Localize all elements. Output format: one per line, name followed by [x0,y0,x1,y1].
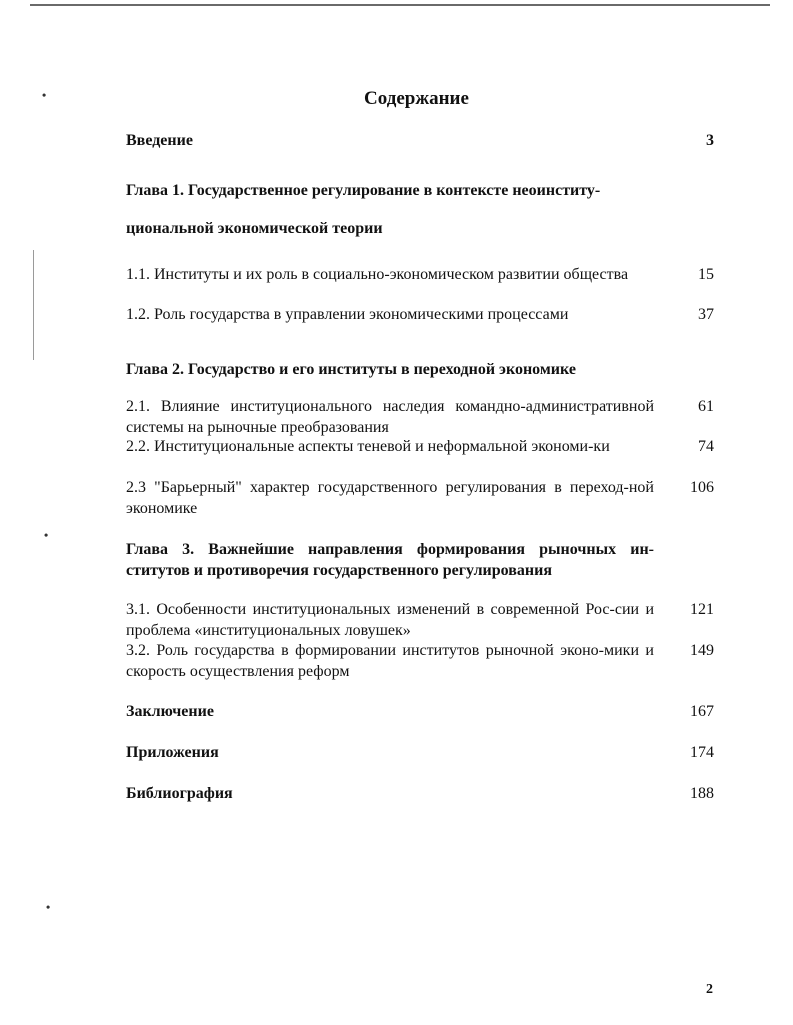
toc-entry-label: Заключение [126,703,214,720]
toc-entry-2-3[interactable] [126,477,714,519]
chapter-3-heading[interactable] [126,539,714,581]
chapter-2-heading[interactable] [126,359,714,380]
chapter-title: Глава 2. Государство и его институты в переходной экономике [126,361,576,378]
toc-entry-label: 2.1. Влияние институционального наследия командно-административной системы на рыночные преобразования [126,398,654,436]
scan-top-border [30,4,770,6]
scan-left-border [33,250,34,360]
toc-entry-label: 3.2. Роль государства в формировании институтов рыночной эконо-мики и скорость осуществления реформ [126,642,654,680]
toc-entry-1-1[interactable] [126,264,714,285]
toc-entry-page: 3 [706,132,714,149]
toc-entry-1-2[interactable] [126,304,714,325]
toc-entry-page: 174 [690,744,714,761]
toc-entry-2-2[interactable] [126,436,714,457]
chapter-title: Глава 1. Государственное регулирование в контексте неоинститу-циональной экономической теории [126,182,601,237]
toc-entry-page: 37 [698,306,714,323]
page-number: 2 [706,982,713,997]
punch-hole-icon: • [44,528,49,542]
toc-entry-page: 61 [698,398,714,415]
toc-entry-intro[interactable] [126,130,714,151]
chapter-title: Глава 3. Важнейшие направления формирования рыночных ин-ститутов и противоречия государственного регулирования [126,541,654,579]
toc-entry-label: 2.2. Институциональные аспекты теневой и неформальной экономи-ки [126,438,610,455]
toc-entry-label: Библиография [126,785,233,802]
toc-entry-conclusion[interactable] [126,701,714,722]
toc-entry-page: 167 [690,703,714,720]
toc-entry-3-1[interactable] [126,599,714,641]
toc-entry-3-2[interactable] [126,640,714,682]
punch-hole-icon: • [46,900,51,914]
toc-entry-2-1[interactable] [126,396,714,438]
punch-hole-icon: • [42,88,47,102]
page-title: Содержание [364,88,469,109]
toc-entry-page: 149 [690,642,714,659]
toc-entry-bibliography[interactable] [126,783,714,804]
toc-entry-label: 1.1. Институты и их роль в социально-экономическом развитии общества [126,266,629,283]
toc-entry-page: 121 [690,601,714,618]
chapter-1-heading[interactable] [126,172,714,248]
toc-entry-label: 2.3 "Барьерный" характер государственного регулирования в переход-ной экономике [126,479,654,517]
toc-entry-appendix[interactable] [126,742,714,763]
toc-entry-label: 3.1. Особенности институциональных изменений в современной Рос-сии и проблема «институциональных ловушек» [126,601,654,639]
toc-entry-page: 15 [698,266,714,283]
toc-entry-page: 106 [690,479,714,496]
toc-entry-label: Приложения [126,744,219,761]
toc-entry-page: 74 [698,438,714,455]
toc-entry-label: Введение [126,132,193,149]
toc-entry-label: 1.2. Роль государства в управлении экономическими процессами [126,306,569,323]
toc-entry-page: 188 [690,785,714,802]
